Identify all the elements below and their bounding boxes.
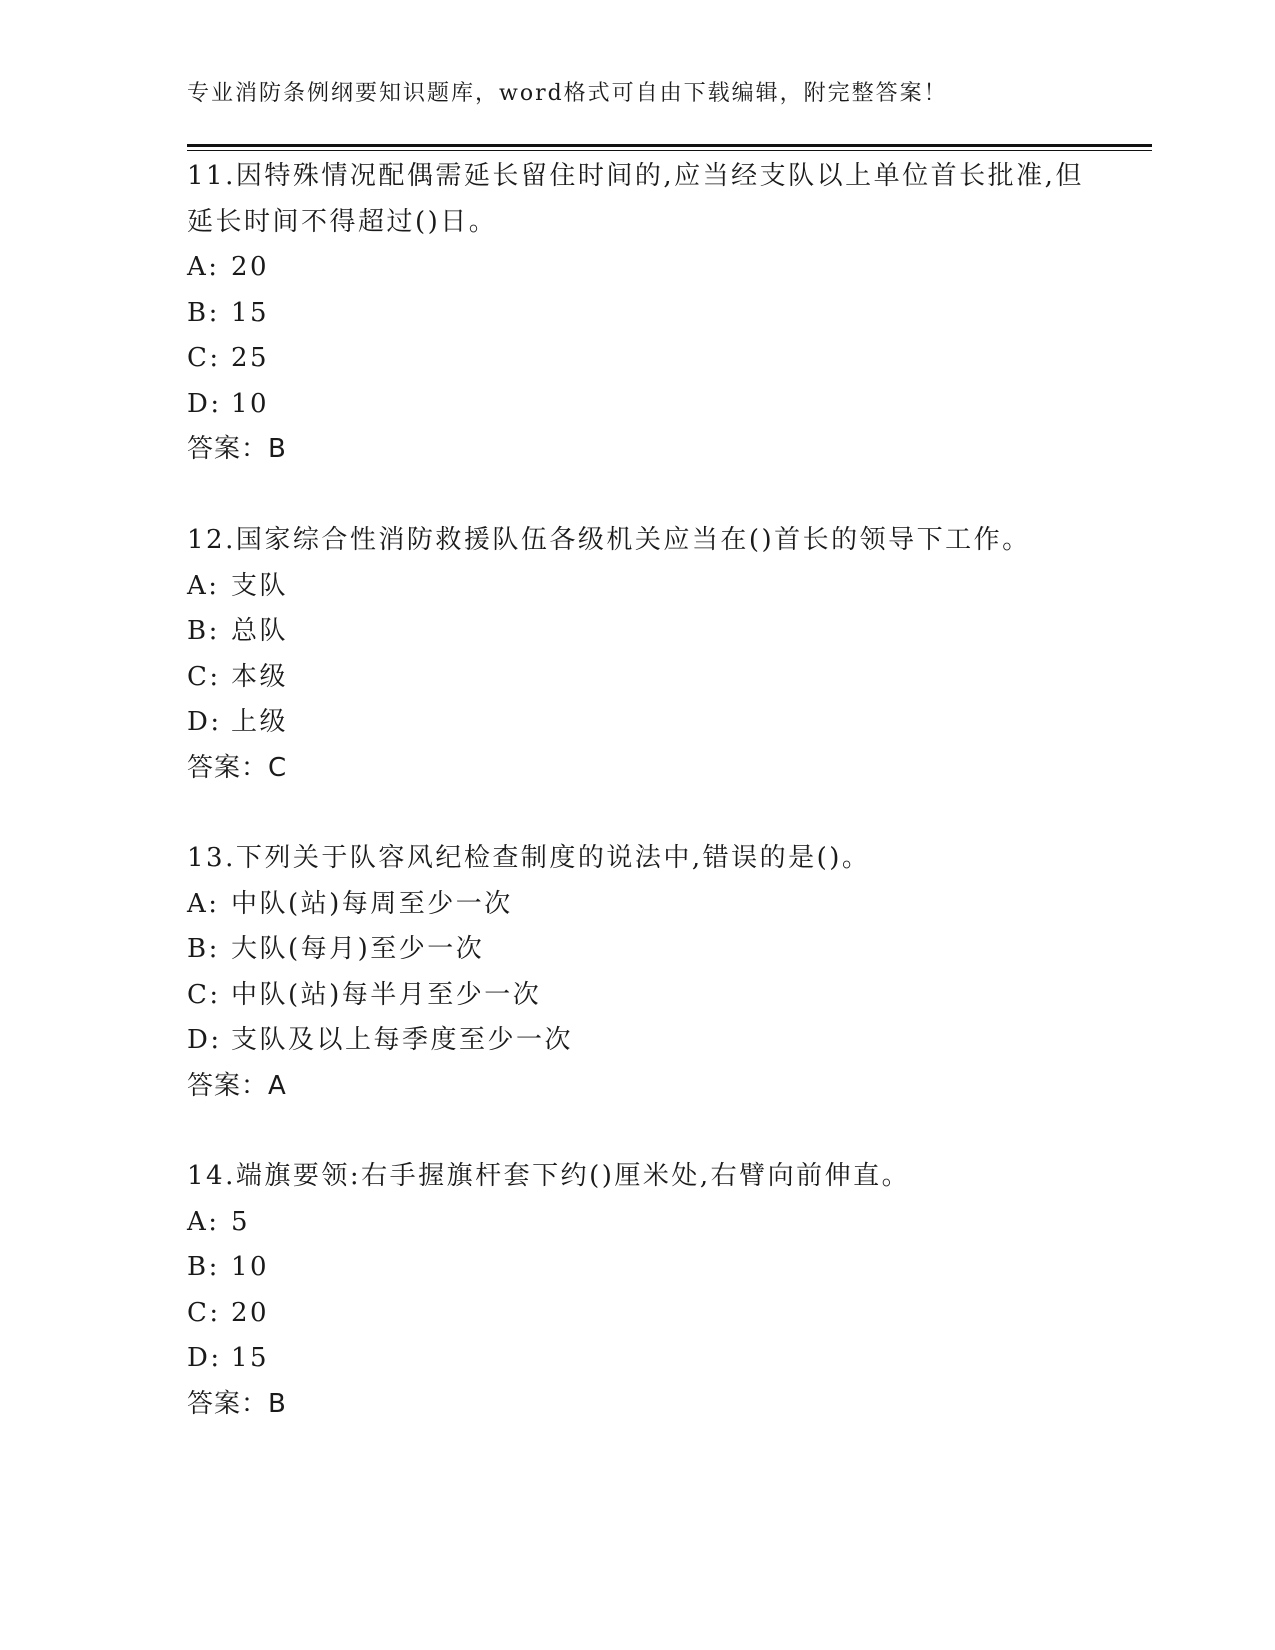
- option-d: [187, 1018, 1087, 1064]
- option-text: 10: [231, 1252, 270, 1282]
- question-title: 12.国家综合性消防救援队伍各级机关应当在()首长的领导下工作。: [187, 525, 1031, 555]
- document-header: 专业消防条例纲要知识题库，word格式可自由下载编辑，附完整答案！: [187, 81, 948, 106]
- question-13: [187, 836, 1087, 1109]
- option-text: 10: [231, 388, 270, 419]
- answer-line: 答案：C: [187, 752, 288, 783]
- option-text: 中队(站)每周至少一次: [231, 888, 513, 919]
- option-key: C:: [187, 1297, 221, 1328]
- question-title: 13.下列关于队容风纪检查制度的说法中,错误的是()。: [187, 843, 871, 873]
- option-key: C:: [187, 661, 221, 692]
- option-a: [187, 564, 1087, 610]
- question-14: [187, 1154, 1087, 1427]
- option-c: [187, 973, 1087, 1019]
- option-key: B:: [187, 616, 220, 646]
- option-key: D:: [187, 1025, 222, 1055]
- option-d: [187, 382, 1087, 428]
- answer-line: 答案：B: [187, 1388, 287, 1419]
- option-c: [187, 336, 1087, 382]
- option-b: [187, 927, 1087, 973]
- option-d: [187, 700, 1087, 746]
- option-text: 总队: [231, 616, 289, 646]
- question-title: 11.因特殊情况配偶需延长留住时间的,应当经支队以上单位首长批准,但延长时间不得超过()日。: [187, 161, 1084, 237]
- option-text: 上级: [231, 707, 289, 737]
- option-a: [187, 245, 1087, 291]
- question-11: [187, 154, 1087, 473]
- option-key: D:: [187, 1343, 222, 1373]
- option-key: B:: [187, 1252, 220, 1282]
- option-text: 本级: [231, 661, 289, 692]
- option-a: [187, 1200, 1087, 1246]
- option-key: A:: [187, 1206, 220, 1237]
- option-b: [187, 291, 1087, 337]
- option-text: 20: [231, 1297, 270, 1328]
- option-text: 支队及以上每季度至少一次: [231, 1025, 574, 1055]
- answer-line: 答案：A: [187, 1070, 287, 1101]
- option-c: [187, 655, 1087, 701]
- option-a: [187, 882, 1087, 928]
- option-text: 支队: [231, 570, 289, 601]
- option-text: 25: [231, 343, 270, 373]
- option-key: C:: [187, 343, 221, 373]
- option-key: D:: [187, 388, 222, 419]
- option-text: 15: [231, 297, 270, 328]
- option-key: B:: [187, 934, 220, 964]
- option-text: 5: [231, 1206, 251, 1237]
- option-key: C:: [187, 979, 221, 1010]
- question-12: [187, 518, 1087, 791]
- option-key: A:: [187, 888, 220, 919]
- option-text: 15: [231, 1343, 270, 1373]
- option-key: B:: [187, 297, 220, 328]
- option-c: [187, 1291, 1087, 1337]
- option-b: [187, 1245, 1087, 1291]
- option-text: 中队(站)每半月至少一次: [231, 979, 542, 1010]
- option-key: D:: [187, 707, 222, 737]
- option-b: [187, 609, 1087, 655]
- header-rule-thin: [187, 150, 1152, 151]
- option-text: 大队(每月)至少一次: [231, 934, 485, 964]
- option-text: 20: [231, 252, 270, 282]
- option-key: A:: [187, 570, 220, 601]
- option-key: A:: [187, 252, 220, 282]
- answer-line: 答案：B: [187, 434, 287, 464]
- question-title: 14.端旗要领:右手握旗杆套下约()厘米处,右臂向前伸直。: [187, 1161, 911, 1191]
- option-d: [187, 1336, 1087, 1382]
- header-rule-thick: [187, 144, 1152, 147]
